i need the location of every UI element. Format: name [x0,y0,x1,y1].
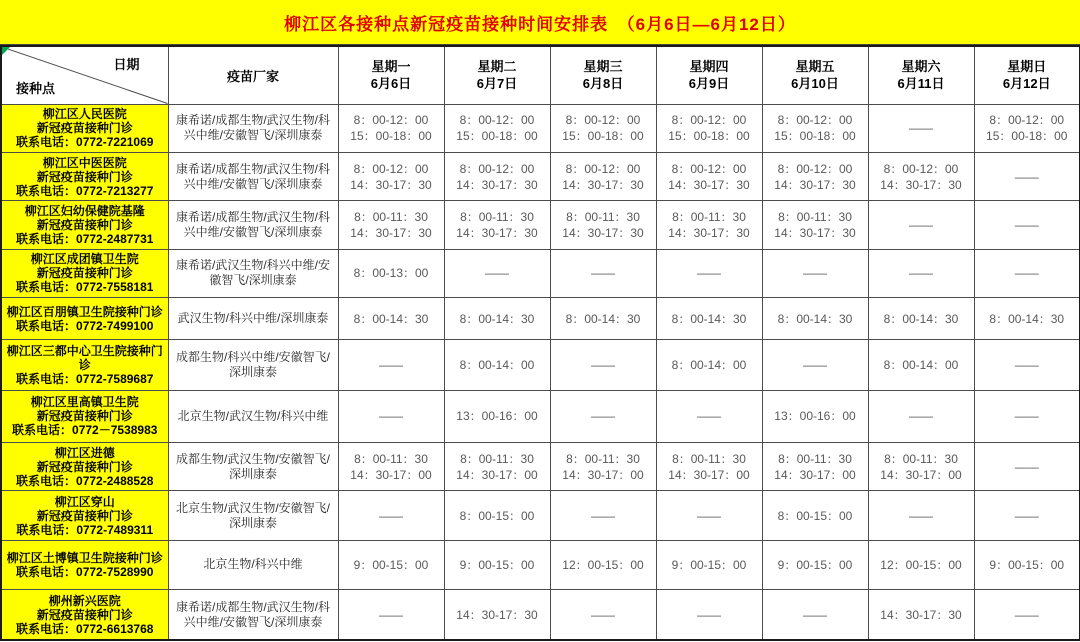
corner-header-cell [1,46,168,104]
vaccine-cell: 北京生物/武汉生物/安徽智飞/深圳康泰 [168,491,338,540]
time-line: 14：30-17：30 [562,177,644,192]
site-cell-line: 柳江区中医医院 [42,155,127,170]
vaccine-cell: 北京生物/武汉生物/科兴中维 [168,390,338,442]
site-cell-line: 新冠疫苗接种门诊 [36,508,133,523]
table-row [1,491,1080,540]
time-slot-cell [444,491,550,540]
site-cell-line: 联系电话：0772-7528990 [16,564,154,579]
time-line: —— [803,357,827,372]
table-row [1,201,1080,249]
time-slot-cell [338,152,444,200]
time-line: 8：00-12：00 [353,113,429,128]
site-cell-line: 联系电话：0772-2488528 [16,473,154,488]
weekday-label: 星期六 [901,59,941,75]
time-line: —— [909,409,933,424]
weekday-label: 星期日 [1007,59,1047,75]
time-line: 14：30-17：00 [880,467,962,482]
time-line: 12：00-15：00 [880,557,962,572]
no-session-cell [338,390,444,442]
time-line: 8：00-14：30 [989,311,1065,326]
no-session-cell [656,249,762,297]
time-slot-cell [762,152,868,200]
time-line: —— [591,508,615,523]
time-slot-cell [550,152,656,200]
time-line: 8：00-11：30 [884,451,958,466]
vaccine-cell: 武汉生物/科兴中维/深圳康泰 [168,297,338,339]
time-line: 8：00-11：30 [460,209,534,224]
site-cell-line: 柳江区成团镇卫生院 [30,252,139,267]
no-session-cell [762,590,868,640]
table-row [1,443,1080,491]
time-line: 14：30-17：30 [880,607,962,622]
vaccine-cell: 康希诺/成都生物/武汉生物/科兴中维/安徽智飞/深圳康泰 [168,201,338,249]
site-cell-line: 新冠疫苗接种门诊 [36,169,133,184]
table-row [1,590,1080,640]
time-line: 14：30-17：30 [880,177,962,192]
time-line: 8：00-15：00 [777,508,853,523]
weekday-label: 星期五 [795,59,835,75]
time-line: 8：00-14：00 [671,357,747,372]
date-label: 6月9日 [688,76,730,92]
vaccine-cell: 康希诺/成都生物/武汉生物/科兴中维/安徽智飞/深圳康泰 [168,104,338,152]
page-title: 柳江区各接种点新冠疫苗接种时间安排表 （6月6日—6月12日） [284,14,796,34]
time-line: —— [909,508,933,523]
site-cell [1,249,168,297]
time-line: —— [379,357,403,372]
time-slot-cell [762,390,868,442]
time-slot-cell [338,201,444,249]
site-cell [1,201,168,249]
time-slot-cell [444,390,550,442]
time-line: 13：00-16：00 [774,409,856,424]
time-line: 9：00-15：00 [671,557,747,572]
site-cell [1,152,168,200]
site-cell-line: 柳江区妇幼保健院基隆 [24,203,145,218]
day-header-fri [762,46,868,104]
time-line: 8：00-11：30 [672,209,746,224]
time-slot-cell [868,443,974,491]
time-slot-cell [444,540,550,589]
weekday-label: 星期三 [583,59,623,75]
time-line: —— [1014,459,1039,474]
no-session-cell [550,249,656,297]
time-line: —— [697,508,721,523]
table-row [1,249,1080,297]
time-line: 9：00-15：00 [777,557,853,572]
time-line: 8：00-12：00 [989,113,1065,128]
time-line: 8：00-12：00 [459,161,535,176]
time-line: 8：00-12：00 [883,161,959,176]
time-line: 9：00-15：00 [459,557,535,572]
time-slot-cell [338,104,444,152]
time-line: —— [1014,409,1039,424]
day-header-sat [868,46,974,104]
site-cell-line: 联系电话：0772-7499100 [16,318,154,333]
time-slot-cell [550,104,656,152]
vaccine-cell: 康希诺/武汉生物/科兴中维/安徽智飞/深圳康泰 [168,249,338,297]
time-line: 9：00-15：00 [353,557,429,572]
site-cell [1,443,168,491]
no-session-cell [444,249,550,297]
day-header-thu [656,46,762,104]
vaccine-cell: 成都生物/武汉生物/安徽智飞/深圳康泰 [168,443,338,491]
site-cell-line: 柳江区土博镇卫生院接种门诊 [6,550,163,565]
no-session-cell [974,201,1080,249]
vaccine-cell: 成都生物/科兴中维/安徽智飞/深圳康泰 [168,340,338,390]
site-cell-line: 柳江区三都中心卫生院接种门诊 [6,343,163,372]
time-line: —— [591,266,615,281]
site-cell [1,491,168,540]
no-session-cell [974,491,1080,540]
time-slot-cell [444,443,550,491]
time-line: 8：00-14：30 [459,311,535,326]
site-cell-line: 新冠疫苗接种门诊 [36,459,133,474]
day-header-mon [338,46,444,104]
time-line: 14：30-17：00 [668,467,750,482]
time-line: —— [485,266,509,281]
time-slot-cell [338,249,444,297]
site-cell-line: 联系电话：0772-7213277 [16,183,154,198]
no-session-cell [550,340,656,390]
time-slot-cell [338,540,444,589]
weekday-label: 星期四 [689,59,729,75]
site-cell-line: 新冠疫苗接种门诊 [36,217,133,232]
time-line: 8：00-12：00 [671,113,747,128]
time-slot-cell [762,443,868,491]
time-line: 8：00-13：00 [353,266,429,281]
no-session-cell [974,443,1080,491]
time-slot-cell [444,152,550,200]
time-slot-cell [338,297,444,339]
no-session-cell [868,249,974,297]
no-session-cell [338,491,444,540]
time-line: 8：00-14：30 [353,311,429,326]
time-line: 8：00-14：30 [883,311,959,326]
time-line: —— [1014,508,1039,523]
site-cell-line: 联系电话：0772-6613768 [16,621,154,636]
time-slot-cell [656,297,762,339]
no-session-cell [338,340,444,390]
site-axis-label: 接种点 [16,80,56,96]
time-line: 14：30-17：30 [456,177,538,192]
time-line: —— [1014,169,1039,184]
time-line: 8：00-14：30 [565,311,641,326]
time-slot-cell [444,201,550,249]
time-slot-cell [868,590,974,640]
time-line: 8：00-15：00 [459,508,535,523]
vaccine-cell: 康希诺/成都生物/武汉生物/科兴中维/安徽智飞/深圳康泰 [168,590,338,640]
time-line: 14：30-17：30 [562,225,644,240]
time-line: —— [1014,607,1039,622]
no-session-cell [974,590,1080,640]
time-line: —— [379,409,403,424]
site-cell-line: 柳江区里高镇卫生院 [30,395,139,410]
time-line: 15：00-18：00 [562,129,644,144]
site-cell-line: 柳江区穿山 [54,494,115,509]
header-row [1,46,1080,104]
time-line: 9：00-15：00 [989,557,1065,572]
site-cell [1,340,168,390]
time-line: —— [803,266,827,281]
time-line: 14：30-17：30 [350,225,432,240]
time-line: —— [697,607,721,622]
time-slot-cell [868,297,974,339]
time-line: 8：00-11：30 [354,209,428,224]
time-line: —— [591,607,615,622]
time-slot-cell [762,540,868,589]
time-line: —— [591,409,615,424]
no-session-cell [868,201,974,249]
table-row [1,390,1080,442]
day-header-sun [974,46,1080,104]
time-line: 8：00-11：30 [566,209,640,224]
time-slot-cell [974,297,1080,339]
site-cell-line: 联系电话：0772-2487731 [16,231,154,246]
time-line: 14：30-17：30 [350,177,432,192]
time-line: —— [803,607,827,622]
time-line: 14：30-17：30 [774,225,856,240]
no-session-cell [550,590,656,640]
day-header-tue [444,46,550,104]
time-line: 8：00-11：30 [672,451,746,466]
time-slot-cell [444,104,550,152]
time-slot-cell [656,443,762,491]
no-session-cell [974,340,1080,390]
time-slot-cell [974,104,1080,152]
no-session-cell [550,390,656,442]
time-slot-cell [974,540,1080,589]
time-line: —— [909,266,933,281]
time-line: —— [909,121,933,136]
site-cell-line: 柳州新兴医院 [48,593,121,608]
no-session-cell [974,152,1080,200]
day-header-wed [550,46,656,104]
time-line: —— [697,266,721,281]
site-cell [1,590,168,640]
time-line: 14：30-17：00 [456,467,538,482]
weekday-label: 星期一 [371,59,411,75]
time-line: 14：30-17：30 [456,607,538,622]
time-slot-cell [444,340,550,390]
time-line: —— [909,217,933,232]
time-line: —— [1014,217,1039,232]
time-line: 8：00-12：00 [565,113,641,128]
time-line: 14：30-17：30 [456,225,538,240]
date-label: 6月8日 [582,76,624,92]
time-slot-cell [444,297,550,339]
site-cell-line: 柳江区进德 [54,445,115,460]
table-row [1,540,1080,589]
time-line: 8：00-12：00 [353,161,429,176]
site-cell [1,390,168,442]
green-corner-flag-icon [2,47,10,55]
date-label: 6月11日 [897,76,945,92]
time-line: 8：00-14：00 [459,357,535,372]
time-slot-cell [656,201,762,249]
time-line: 12：00-15：00 [562,557,644,572]
time-slot-cell [868,540,974,589]
time-slot-cell [656,340,762,390]
time-line: 8：00-11：30 [354,451,428,466]
no-session-cell [762,249,868,297]
table-row [1,340,1080,390]
date-label: 6月12日 [1002,76,1051,92]
no-session-cell [868,104,974,152]
time-slot-cell [762,491,868,540]
time-line: 15：00-18：00 [668,129,750,144]
time-line: 14：30-17：30 [774,177,856,192]
time-line: 14：30-17：00 [562,467,644,482]
time-line: 14：30-17：00 [350,467,432,482]
time-line: 8：00-14：00 [883,357,959,372]
time-line: —— [1014,357,1039,372]
time-slot-cell [550,297,656,339]
time-slot-cell [868,340,974,390]
time-slot-cell [656,152,762,200]
time-line: 8：00-11：30 [778,209,852,224]
no-session-cell [868,491,974,540]
no-session-cell [656,590,762,640]
table-row [1,104,1080,152]
time-line: 8：00-12：00 [671,161,747,176]
time-line: 8：00-11：30 [460,451,534,466]
no-session-cell [656,390,762,442]
site-cell-line: 新冠疫苗接种门诊 [36,266,133,281]
time-slot-cell [550,540,656,589]
time-slot-cell [762,201,868,249]
no-session-cell [974,249,1080,297]
time-line: —— [697,409,721,424]
site-cell-line: 新冠疫苗接种门诊 [36,121,133,136]
site-cell-line: 新冠疫苗接种门诊 [36,607,133,622]
time-line: —— [1014,266,1039,281]
time-line: 8：00-14：30 [777,311,853,326]
site-cell-line: 联系电话：0772-7589687 [16,371,154,386]
time-line: 8：00-12：00 [777,161,853,176]
date-label: 6月10日 [791,76,839,92]
site-cell-line: 联系电话：0772-7221069 [16,135,154,150]
time-slot-cell [338,443,444,491]
time-line: 15：00-18：00 [774,129,856,144]
time-slot-cell [762,104,868,152]
no-session-cell [550,491,656,540]
site-cell-line: 联系电话：0772－7538983 [12,423,158,438]
vaccine-cell: 北京生物/科兴中维 [168,540,338,589]
time-line: —— [591,357,615,372]
time-line: 8：00-12：00 [459,113,535,128]
date-label: 6月7日 [476,76,518,92]
vaccine-cell: 康希诺/成都生物/武汉生物/科兴中维/安徽智飞/深圳康泰 [168,152,338,200]
time-line: 14：30-17：30 [668,225,750,240]
site-cell-line: 联系电话：0772-7558181 [16,280,154,295]
vaccination-schedule-table [0,45,1080,641]
date-axis-label: 日期 [113,57,140,72]
time-line: 15：00-18：00 [986,129,1068,144]
site-cell [1,540,168,589]
site-cell-line: 柳江区百朋镇卫生院接种门诊 [6,304,163,319]
time-slot-cell [868,152,974,200]
time-line: —— [379,508,403,523]
time-line: 8：00-12：00 [565,161,641,176]
time-line: 8：00-12：00 [777,113,853,128]
time-line: 14：30-17：00 [774,467,856,482]
title-bar [0,0,1080,45]
no-session-cell [974,390,1080,442]
site-cell-line: 柳江区人民医院 [42,107,127,122]
time-line: 13：00-16：00 [456,409,538,424]
time-slot-cell [656,104,762,152]
time-line: 8：00-14：30 [671,311,747,326]
site-cell [1,104,168,152]
table-row [1,297,1080,339]
date-label: 6月6日 [370,76,412,92]
time-line: 8：00-11：30 [566,451,640,466]
time-line: 15：00-18：00 [456,129,538,144]
time-slot-cell [656,540,762,589]
weekday-label: 星期二 [477,59,517,75]
table-row [1,152,1080,200]
time-slot-cell [550,443,656,491]
time-line: 14：30-17：30 [668,177,750,192]
no-session-cell [762,340,868,390]
time-slot-cell [550,201,656,249]
vaccine-maker-header: 疫苗厂家 [168,46,338,104]
time-line: —— [379,607,403,622]
time-slot-cell [762,297,868,339]
time-line: 8：00-11：30 [778,451,852,466]
no-session-cell [338,590,444,640]
no-session-cell [656,491,762,540]
time-line: 15：00-18：00 [350,129,432,144]
no-session-cell [868,390,974,442]
site-cell-line: 新冠疫苗接种门诊 [36,409,133,424]
site-cell [1,297,168,339]
time-slot-cell [444,590,550,640]
site-cell-line: 联系电话：0772-7489311 [16,522,154,537]
